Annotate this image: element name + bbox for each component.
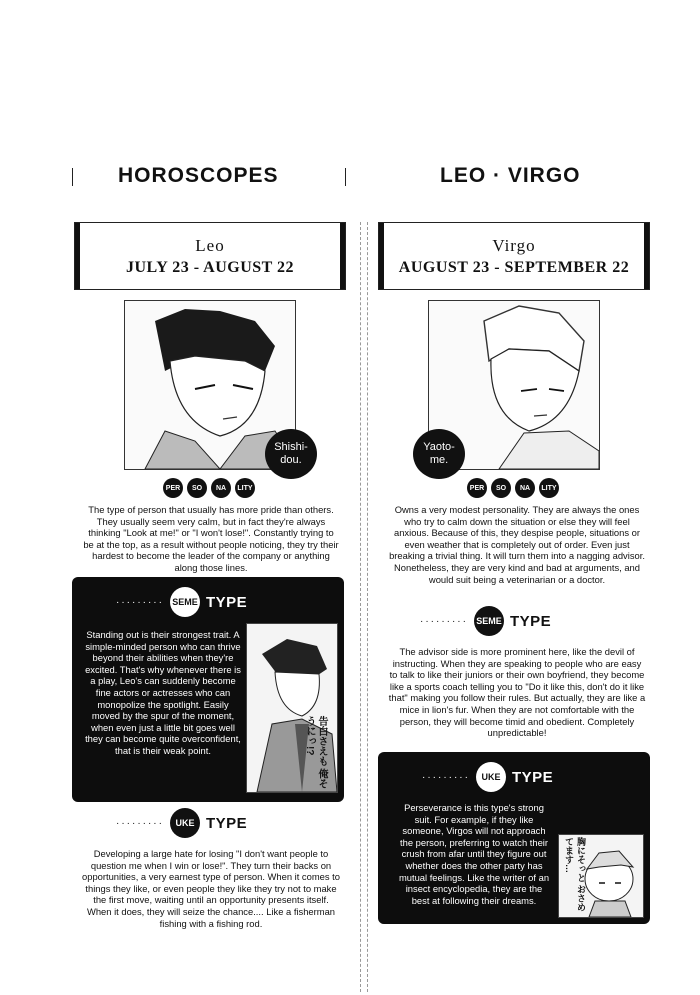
header-divider bbox=[72, 168, 73, 186]
sign-dates: JULY 23 - AUGUST 22 bbox=[125, 259, 295, 276]
column-divider bbox=[367, 222, 368, 992]
sign-name: Virgo bbox=[492, 236, 536, 255]
uke-badge: UKE bbox=[476, 762, 506, 792]
type-label: TYPE bbox=[509, 612, 552, 630]
virgo-personality-text: Owns a very modest personality. They are always the ones who try to calm down the situation or else they will feel anxious. Because of this, they despise people, situations or even weather that is completely out of order. Even just breaking a trivial thing. It will turn them into a nagging advisor. Nonetheless, they are very kind and bad at arguments, and would suit being a veterinarian or a doctor. bbox=[389, 504, 645, 585]
leo-sign-box bbox=[74, 222, 346, 290]
tag-per: PER bbox=[163, 478, 183, 498]
leo-uke-text: Developing a large hate for losing "I don't want people to question me when I win or lose!". They turn their backs on opportunities, a very earnest type of person. When it comes to things they like, or even people they like they try not to make the first move, waiting until an opportunity presents itself. When it does, they will seize the chance.... Like a fisherman fishing with a fishing rod. bbox=[82, 848, 340, 929]
character-name-bubble: Yaoto- me. bbox=[413, 429, 465, 479]
seme-type-heading: ········· SEME TYPE bbox=[116, 587, 247, 617]
sign-name: Leo bbox=[195, 236, 225, 255]
japanese-sfx: 告白さえも 俺そうにっ!? bbox=[304, 716, 327, 789]
tag-na: NA bbox=[211, 478, 231, 498]
uke-type-heading: ········· UKE TYPE bbox=[116, 808, 247, 838]
sign-dates: AUGUST 23 - SEPTEMBER 22 bbox=[398, 259, 630, 276]
header-divider bbox=[345, 168, 346, 186]
tag-lity: LITY bbox=[539, 478, 559, 498]
column-divider bbox=[360, 222, 361, 992]
japanese-sfx: 胸にそっと おさめてます… bbox=[564, 837, 586, 912]
leo-seme-panel bbox=[72, 577, 344, 802]
tag-per: PER bbox=[467, 478, 487, 498]
tag-so: SO bbox=[491, 478, 511, 498]
type-label: TYPE bbox=[511, 768, 554, 786]
uke-badge: UKE bbox=[170, 808, 200, 838]
leo-portrait bbox=[124, 300, 308, 470]
character-name-bubble: Shishi- dou. bbox=[265, 429, 317, 479]
personality-tags bbox=[163, 478, 255, 498]
seme-type-heading: ········· SEME TYPE bbox=[420, 606, 551, 636]
seme-badge: SEME bbox=[170, 587, 200, 617]
leo-seme-text: Standing out is their strongest trait. A simple-minded person who can thrive beyond their abilities when they're excited. That's why whenever there is a play, Leo's can suddenly become fine actors or actresses who can monopolize the spotlight. Easily moved by the spur of the moment, when even just a little bit goes well they can become quite overconfident, that is their weak point. bbox=[85, 629, 241, 756]
uke-type-heading: ········· UKE TYPE bbox=[422, 762, 553, 792]
type-label: TYPE bbox=[205, 593, 248, 611]
tag-lity: LITY bbox=[235, 478, 255, 498]
tag-na: NA bbox=[515, 478, 535, 498]
personality-tags bbox=[467, 478, 559, 498]
virgo-sign-box bbox=[378, 222, 650, 290]
virgo-uke-illustration bbox=[558, 834, 644, 918]
type-label: TYPE bbox=[205, 814, 248, 832]
virgo-portrait bbox=[423, 300, 600, 470]
leo-seme-illustration bbox=[246, 623, 338, 793]
seme-badge: SEME bbox=[474, 606, 504, 636]
virgo-uke-text: Perseverance is this type's strong suit. For example, if they like someone, Virgos will not approach the person, preferring to watch their crush from afar until they figure out whether does the other party has mutual feelings. Like the writer of an insect encyclopedia, they are the best at following their dreams. bbox=[398, 802, 550, 906]
page-title-right: LEO · VIRGO bbox=[440, 164, 581, 187]
page-title-left: HOROSCOPES bbox=[118, 164, 279, 187]
leo-personality-text: The type of person that usually has more pride than others. They usually seem very calm, but in fact they're always thinking "Look at me!" or "I won't lose!". Constantly trying to be at the top, as a result without people noticing, they try their hardest to become the leader of the company or anything along those lines. bbox=[83, 504, 339, 573]
virgo-seme-text: The advisor side is more prominent here, like the devil of instructing. When they are speaking to people who are easy to talk to like their juniors or their own boyfriend, they become like a sports coach telling you to "Do it like this, don't do it like that" making you follow their rules. But actually, they are like a mice in lion's fur. When they are not comfortable with the person, they will become timid and obedient. Completely unpredictable! bbox=[388, 646, 646, 739]
tag-so: SO bbox=[187, 478, 207, 498]
virgo-uke-panel bbox=[378, 752, 650, 924]
